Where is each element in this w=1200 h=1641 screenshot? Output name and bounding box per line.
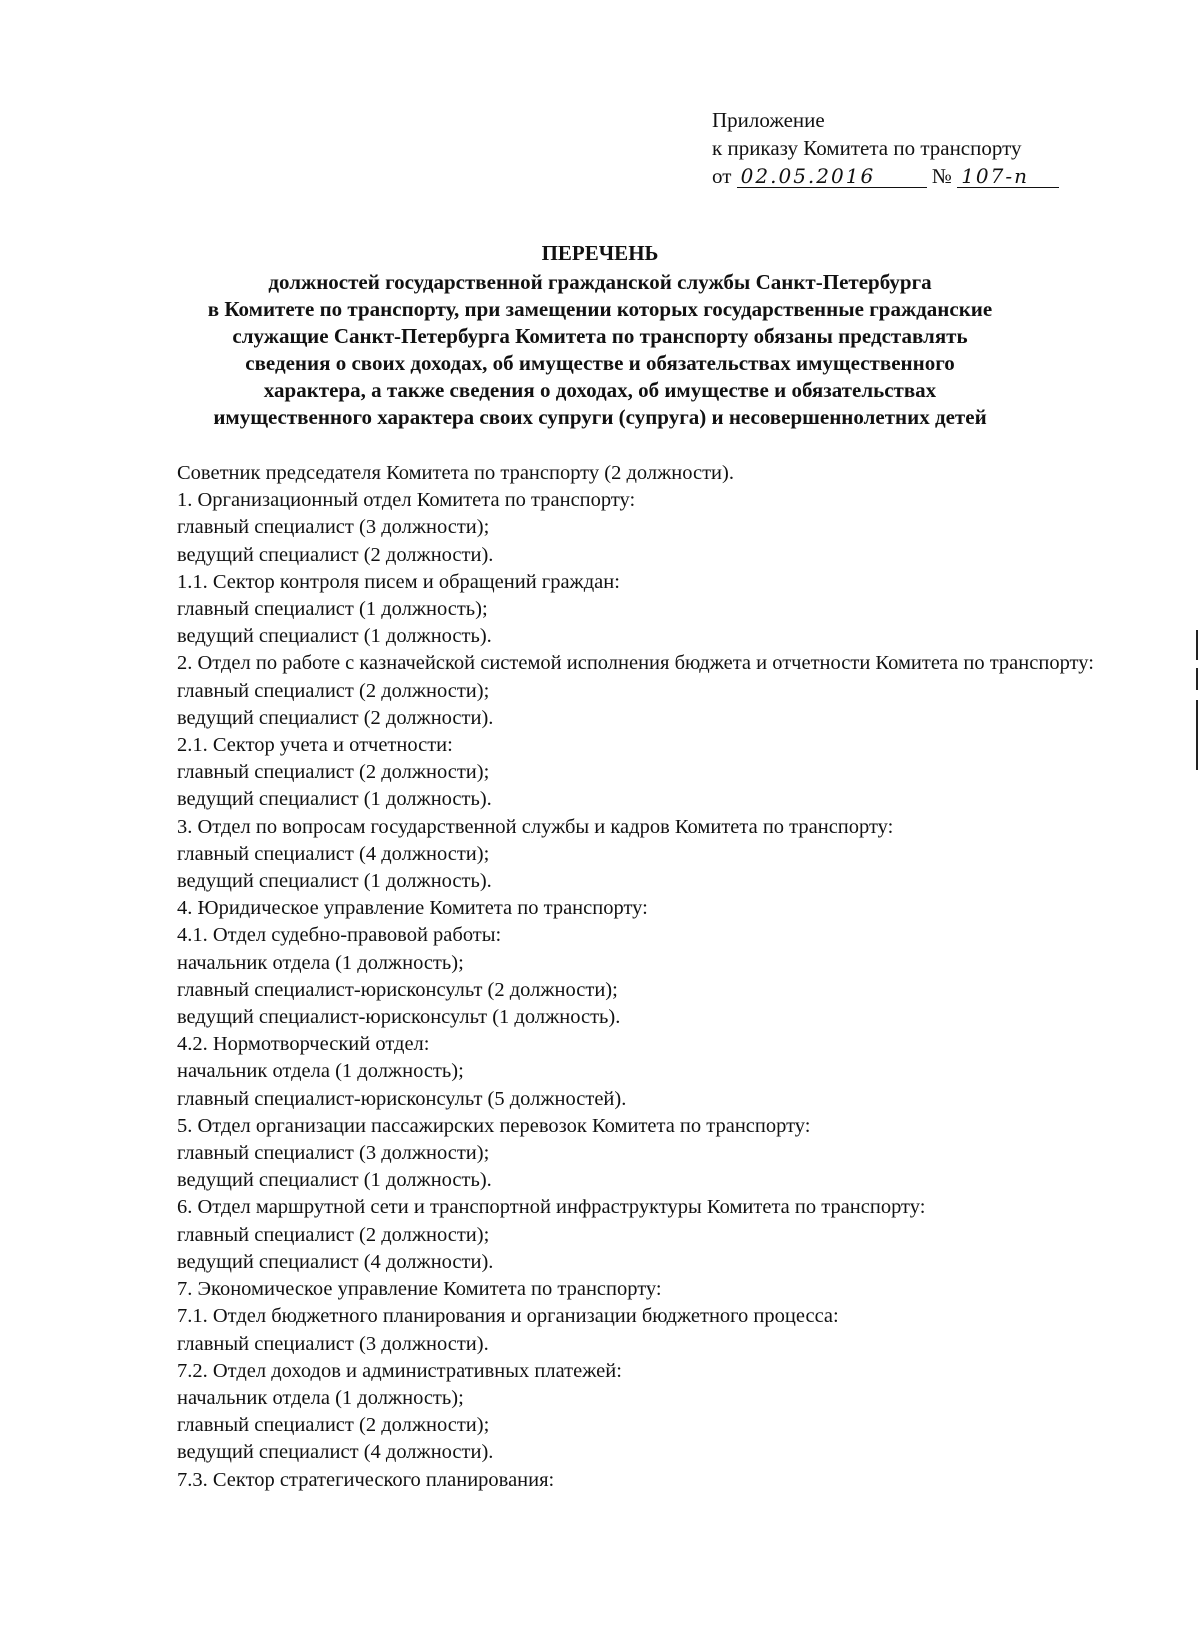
list-item: ведущий специалист (4 должности).: [177, 1441, 494, 1464]
title-line: характера, а также сведения о доходах, об имуществе и обязательствах: [263, 378, 937, 402]
list-item: начальник отдела (1 должность);: [177, 1386, 464, 1409]
list-item: 1. Организационный отдел Комитета по транспорту:: [177, 489, 636, 512]
list-item: ведущий специалист (1 должность).: [177, 870, 492, 893]
list-item: начальник отдела (1 должность);: [177, 1060, 464, 1083]
list-item: главный специалист (3 должности).: [177, 1332, 489, 1355]
list-item: ведущий специалист (2 должности).: [177, 543, 494, 566]
list-item: ведущий специалист (1 должность).: [177, 625, 492, 648]
title-line: служащие Санкт-Петербурга Комитета по транспорту обязаны представлять: [232, 324, 968, 348]
scan-edge-mark: [1196, 630, 1198, 660]
list-item: начальник отдела (1 должность);: [177, 951, 464, 974]
list-item: 5. Отдел организации пассажирских перевозок Комитета по транспорту:: [177, 1114, 811, 1137]
list-item: ведущий специалист-юрисконсульт (1 должность).: [177, 1006, 621, 1029]
title-heading: ПЕРЕЧЕНЬ: [541, 241, 659, 265]
list-item: главный специалист-юрисконсульт (5 должностей).: [177, 1087, 627, 1110]
appendix-header: [712, 106, 1059, 190]
handwritten-order-number: 107-п: [957, 165, 1059, 188]
list-item: 2.1. Сектор учета и отчетности:: [177, 734, 453, 757]
list-item: главный специалист (2 должности);: [177, 1414, 490, 1437]
list-item: главный специалист (3 должности);: [177, 516, 490, 539]
list-item: главный специалист (2 должности);: [177, 761, 490, 784]
positions-list: [177, 460, 1122, 1494]
title-line: имущественного характера своих супруги (супруга) и несовершеннолетних детей: [213, 405, 987, 429]
number-sign: №: [931, 164, 952, 188]
list-item: 2. Отдел по работе с казначейской системой исполнения бюджета и отчетности Комитета по транспорту:: [177, 652, 1094, 675]
list-item: ведущий специалист (2 должности).: [177, 706, 494, 729]
title-line: в Комитете по транспорту, при замещении которых государственные гражданские: [207, 297, 993, 321]
list-item: 7.2. Отдел доходов и административных платежей:: [177, 1359, 622, 1382]
appendix-label: Приложение: [712, 108, 825, 132]
order-reference: к приказу Комитета по транспорту: [712, 136, 1022, 160]
order-date-number-line: [712, 162, 1059, 190]
list-item: 6. Отдел маршрутной сети и транспортной инфраструктуры Комитета по транспорту:: [177, 1196, 926, 1219]
list-item: 4.2. Нормотворческий отдел:: [177, 1033, 430, 1056]
list-item: главный специалист (1 должность);: [177, 598, 488, 621]
list-item: 7. Экономическое управление Комитета по транспорту:: [177, 1278, 662, 1301]
list-item: Советник председателя Комитета по транспорту (2 должности).: [177, 462, 734, 484]
title-line: сведения о своих доходах, об имуществе и обязательствах имущественного: [245, 351, 955, 375]
list-item: ведущий специалист (1 должность).: [177, 1169, 492, 1192]
list-item: главный специалист (2 должности);: [177, 1223, 490, 1246]
list-item: ведущий специалист (4 должности).: [177, 1250, 494, 1273]
list-item: 7.3. Сектор стратегического планирования:: [177, 1468, 555, 1491]
scan-edge-mark: [1196, 668, 1198, 690]
list-item: главный специалист-юрисконсульт (2 должности);: [177, 978, 618, 1001]
list-item: ведущий специалист (1 должность).: [177, 788, 492, 811]
handwritten-date: 02.05.2016: [737, 165, 927, 188]
document-title: [150, 240, 1050, 431]
list-item: 3. Отдел по вопросам государственной службы и кадров Комитета по транспорту:: [177, 815, 894, 838]
list-item: главный специалист (3 должности);: [177, 1142, 490, 1165]
date-prefix: от: [712, 164, 732, 188]
list-item: 7.1. Отдел бюджетного планирования и организации бюджетного процесса:: [177, 1305, 839, 1328]
list-item: 1.1. Сектор контроля писем и обращений граждан:: [177, 570, 620, 593]
title-line: должностей государственной гражданской службы Санкт-Петербурга: [268, 270, 932, 294]
list-item: главный специалист (2 должности);: [177, 679, 490, 702]
scan-edge-mark: [1196, 700, 1198, 770]
list-item: главный специалист (4 должности);: [177, 842, 490, 865]
list-item: 4. Юридическое управление Комитета по транспорту:: [177, 897, 648, 920]
list-item: 4.1. Отдел судебно-правовой работы:: [177, 924, 502, 947]
